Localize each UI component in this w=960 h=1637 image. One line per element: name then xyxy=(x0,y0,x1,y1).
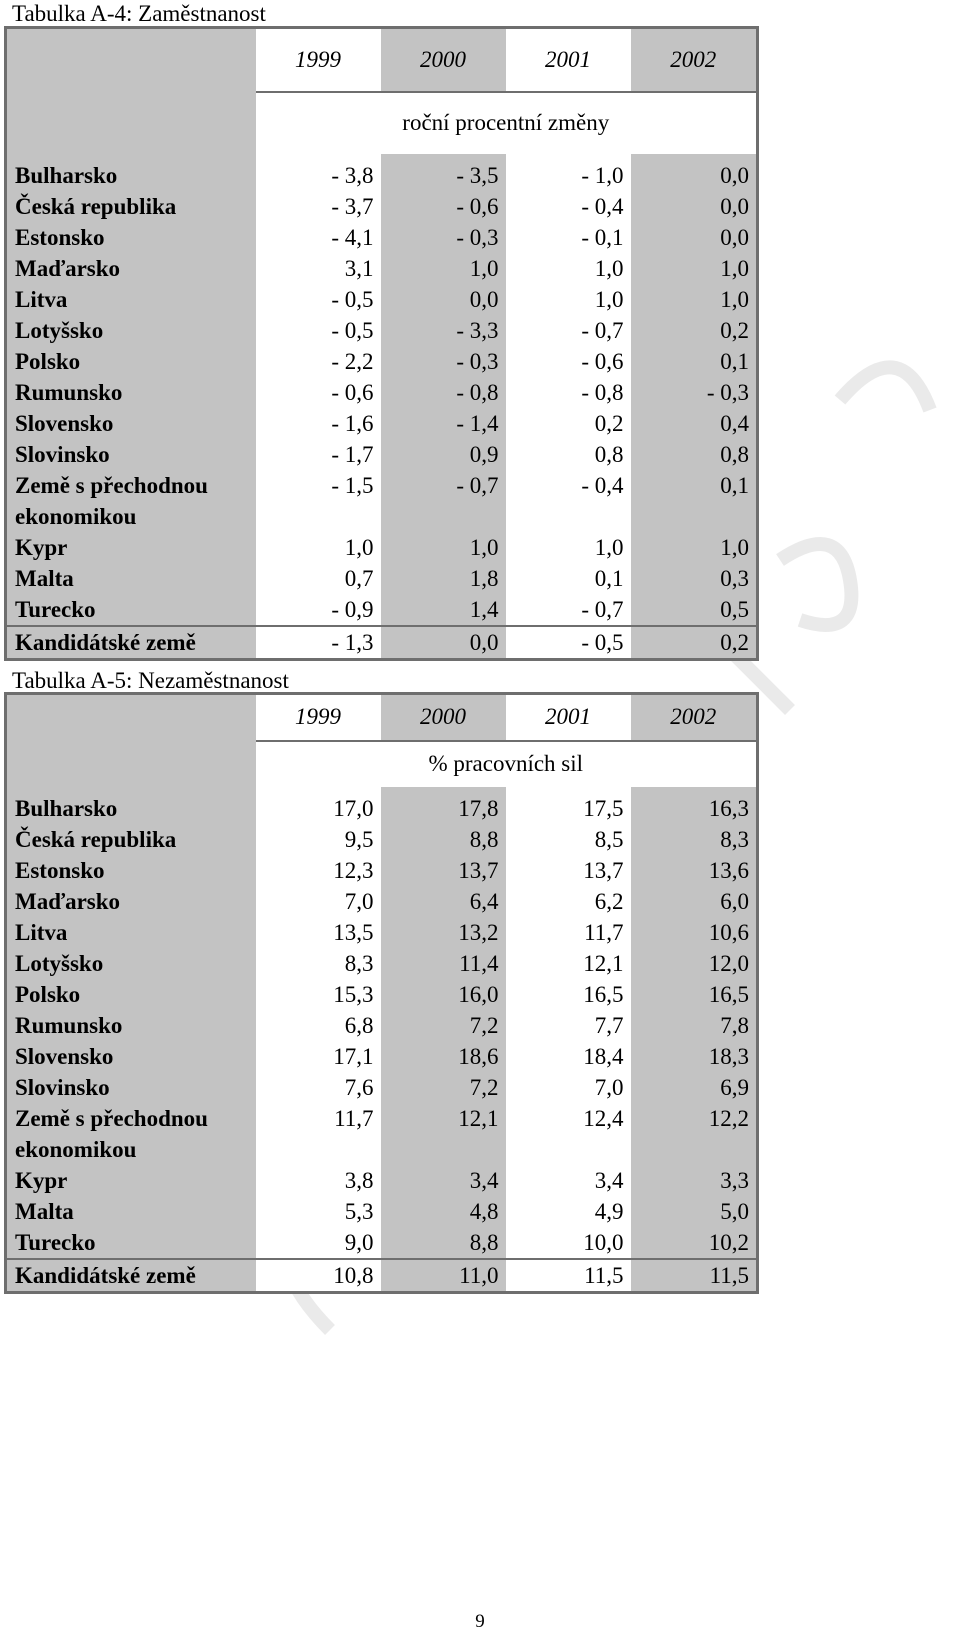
employment-rows xyxy=(6,154,758,660)
value-cell: 18,4 xyxy=(506,1041,631,1072)
value-cell: 1,0 xyxy=(381,532,506,563)
value-cell: 12,1 xyxy=(506,948,631,979)
country-name: Slovinsko xyxy=(6,1072,256,1103)
value-cell: 0,2 xyxy=(631,626,758,660)
value-cell: - 0,4 xyxy=(506,470,631,532)
value-cell: 8,8 xyxy=(381,824,506,855)
country-name: Rumunsko xyxy=(6,377,256,408)
unit-row xyxy=(6,92,758,154)
year-header: 2000 xyxy=(381,28,506,92)
value-cell: 13,7 xyxy=(381,855,506,886)
value-cell: - 0,8 xyxy=(506,377,631,408)
value-cell: 5,3 xyxy=(256,1196,381,1227)
value-cell: 7,6 xyxy=(256,1072,381,1103)
value-cell: 0,9 xyxy=(381,439,506,470)
value-cell: 0,0 xyxy=(631,191,758,222)
value-cell: 0,8 xyxy=(506,439,631,470)
value-cell: - 0,6 xyxy=(256,377,381,408)
value-cell: 11,4 xyxy=(381,948,506,979)
table-a4-caption: Tabulka A-4: Zaměstnanost xyxy=(12,1,266,26)
value-cell: - 0,6 xyxy=(506,346,631,377)
value-cell: 1,0 xyxy=(256,532,381,563)
value-cell: 6,2 xyxy=(506,886,631,917)
table-row xyxy=(6,855,758,886)
value-cell: 13,6 xyxy=(631,855,758,886)
unemployment-table xyxy=(4,692,759,1294)
value-cell: 10,0 xyxy=(506,1227,631,1259)
unit-label: % pracovních sil xyxy=(256,741,758,787)
table-row xyxy=(6,917,758,948)
table-row xyxy=(6,1196,758,1227)
value-cell: - 0,7 xyxy=(506,594,631,626)
value-cell: 11,7 xyxy=(506,917,631,948)
value-cell: 10,2 xyxy=(631,1227,758,1259)
value-cell: 6,4 xyxy=(381,886,506,917)
value-cell: 0,0 xyxy=(381,284,506,315)
value-cell: 3,4 xyxy=(506,1165,631,1196)
value-cell: 17,5 xyxy=(506,787,631,824)
table-row xyxy=(6,626,758,660)
country-name: Kypr xyxy=(6,532,256,563)
value-cell: 0,5 xyxy=(631,594,758,626)
value-cell: 12,2 xyxy=(631,1103,758,1165)
country-name: Lotyšsko xyxy=(6,315,256,346)
country-name: Slovensko xyxy=(6,408,256,439)
value-cell: 6,8 xyxy=(256,1010,381,1041)
value-cell: - 0,9 xyxy=(256,594,381,626)
table-row xyxy=(6,253,758,284)
value-cell: 5,0 xyxy=(631,1196,758,1227)
country-name: Bulharsko xyxy=(6,787,256,824)
table-row xyxy=(6,1259,758,1293)
value-cell: - 0,4 xyxy=(506,191,631,222)
value-cell: 16,5 xyxy=(631,979,758,1010)
unemployment-rows xyxy=(6,787,758,1293)
value-cell: 7,7 xyxy=(506,1010,631,1041)
table-row xyxy=(6,191,758,222)
value-cell: - 0,7 xyxy=(506,315,631,346)
value-cell: 16,5 xyxy=(506,979,631,1010)
table-row xyxy=(6,408,758,439)
value-cell: 0,0 xyxy=(631,222,758,253)
value-cell: - 0,8 xyxy=(381,377,506,408)
year-header: 2002 xyxy=(631,28,758,92)
value-cell: 0,0 xyxy=(381,626,506,660)
table-row xyxy=(6,824,758,855)
value-cell: 10,6 xyxy=(631,917,758,948)
value-cell: 11,5 xyxy=(631,1259,758,1293)
value-cell: 0,4 xyxy=(631,408,758,439)
table-row xyxy=(6,1227,758,1259)
country-name: Země s přechodnou ekonomikou xyxy=(6,1103,256,1165)
country-name: Turecko xyxy=(6,594,256,626)
year-header-row xyxy=(6,28,758,92)
table-row xyxy=(6,284,758,315)
country-name: Estonsko xyxy=(6,222,256,253)
value-cell: - 1,3 xyxy=(256,626,381,660)
unit-row xyxy=(6,741,758,787)
value-cell: 12,0 xyxy=(631,948,758,979)
employment-table xyxy=(4,26,759,661)
value-cell: 9,0 xyxy=(256,1227,381,1259)
value-cell: 8,3 xyxy=(256,948,381,979)
value-cell: 1,8 xyxy=(381,563,506,594)
value-cell: - 0,3 xyxy=(381,222,506,253)
table-row xyxy=(6,1165,758,1196)
country-name: Rumunsko xyxy=(6,1010,256,1041)
table-row xyxy=(6,222,758,253)
value-cell: 1,0 xyxy=(631,253,758,284)
value-cell: 3,1 xyxy=(256,253,381,284)
value-cell: 0,0 xyxy=(631,154,758,191)
country-name: Česká republika xyxy=(6,191,256,222)
value-cell: - 3,7 xyxy=(256,191,381,222)
value-cell: - 1,6 xyxy=(256,408,381,439)
value-cell: 13,5 xyxy=(256,917,381,948)
value-cell: - 0,5 xyxy=(506,626,631,660)
value-cell: 17,8 xyxy=(381,787,506,824)
country-name: Bulharsko xyxy=(6,154,256,191)
value-cell: - 0,3 xyxy=(381,346,506,377)
value-cell: 11,5 xyxy=(506,1259,631,1293)
value-cell: 1,0 xyxy=(506,532,631,563)
value-cell: 12,1 xyxy=(381,1103,506,1165)
year-header: 1999 xyxy=(256,694,381,741)
value-cell: - 0,7 xyxy=(381,470,506,532)
value-cell: - 2,2 xyxy=(256,346,381,377)
country-name: Země s přechodnou ekonomikou xyxy=(6,470,256,532)
country-name: Česká republika xyxy=(6,824,256,855)
table-row xyxy=(6,1041,758,1072)
value-cell: 7,2 xyxy=(381,1072,506,1103)
country-name: Slovinsko xyxy=(6,439,256,470)
value-cell: 1,0 xyxy=(506,253,631,284)
value-cell: 7,2 xyxy=(381,1010,506,1041)
value-cell: - 0,1 xyxy=(506,222,631,253)
country-name: Maďarsko xyxy=(6,253,256,284)
year-header: 1999 xyxy=(256,28,381,92)
country-name: Malta xyxy=(6,1196,256,1227)
table-row xyxy=(6,594,758,626)
country-name: Malta xyxy=(6,563,256,594)
value-cell: 3,3 xyxy=(631,1165,758,1196)
value-cell: 10,8 xyxy=(256,1259,381,1293)
value-cell: - 0,3 xyxy=(631,377,758,408)
country-name: Polsko xyxy=(6,346,256,377)
year-header: 2001 xyxy=(506,28,631,92)
table-row xyxy=(6,470,758,532)
country-name: Kypr xyxy=(6,1165,256,1196)
value-cell: 1,0 xyxy=(631,532,758,563)
table-row xyxy=(6,154,758,191)
year-header: 2002 xyxy=(631,694,758,741)
value-cell: 6,0 xyxy=(631,886,758,917)
year-header: 2000 xyxy=(381,694,506,741)
value-cell: 0,1 xyxy=(631,346,758,377)
country-name: Litva xyxy=(6,917,256,948)
value-cell: 0,3 xyxy=(631,563,758,594)
table-row xyxy=(6,979,758,1010)
value-cell: 11,0 xyxy=(381,1259,506,1293)
value-cell: 4,9 xyxy=(506,1196,631,1227)
value-cell: 15,3 xyxy=(256,979,381,1010)
value-cell: - 1,4 xyxy=(381,408,506,439)
table-row xyxy=(6,377,758,408)
value-cell: 0,2 xyxy=(631,315,758,346)
table-row xyxy=(6,315,758,346)
value-cell: - 4,1 xyxy=(256,222,381,253)
value-cell: 18,3 xyxy=(631,1041,758,1072)
value-cell: - 3,5 xyxy=(381,154,506,191)
value-cell: 1,0 xyxy=(506,284,631,315)
value-cell: 3,8 xyxy=(256,1165,381,1196)
value-cell: 0,8 xyxy=(631,439,758,470)
table-row xyxy=(6,1103,758,1165)
value-cell: 7,0 xyxy=(506,1072,631,1103)
table-row xyxy=(6,346,758,377)
value-cell: 17,1 xyxy=(256,1041,381,1072)
table-row xyxy=(6,563,758,594)
country-name: Turecko xyxy=(6,1227,256,1259)
table-row xyxy=(6,787,758,824)
value-cell: 6,9 xyxy=(631,1072,758,1103)
year-header: 2001 xyxy=(506,694,631,741)
value-cell: 18,6 xyxy=(381,1041,506,1072)
value-cell: - 0,5 xyxy=(256,315,381,346)
value-cell: 11,7 xyxy=(256,1103,381,1165)
value-cell: 1,0 xyxy=(381,253,506,284)
table-row xyxy=(6,1072,758,1103)
country-name: Estonsko xyxy=(6,855,256,886)
value-cell: 0,2 xyxy=(506,408,631,439)
value-cell: 3,4 xyxy=(381,1165,506,1196)
country-name: Slovensko xyxy=(6,1041,256,1072)
value-cell: - 0,6 xyxy=(381,191,506,222)
country-name: Kandidátské země xyxy=(6,1259,256,1293)
country-name: Litva xyxy=(6,284,256,315)
value-cell: 12,4 xyxy=(506,1103,631,1165)
unit-label: roční procentní změny xyxy=(256,92,758,154)
year-header-row xyxy=(6,694,758,741)
value-cell: - 0,5 xyxy=(256,284,381,315)
table-row xyxy=(6,1010,758,1041)
value-cell: - 3,3 xyxy=(381,315,506,346)
country-name: Polsko xyxy=(6,979,256,1010)
country-name: Maďarsko xyxy=(6,886,256,917)
table-row xyxy=(6,886,758,917)
value-cell: 8,8 xyxy=(381,1227,506,1259)
value-cell: 9,5 xyxy=(256,824,381,855)
value-cell: 13,7 xyxy=(506,855,631,886)
value-cell: 7,0 xyxy=(256,886,381,917)
value-cell: 17,0 xyxy=(256,787,381,824)
table-row xyxy=(6,532,758,563)
table-row xyxy=(6,439,758,470)
value-cell: 1,0 xyxy=(631,284,758,315)
country-name: Lotyšsko xyxy=(6,948,256,979)
value-cell: 13,2 xyxy=(381,917,506,948)
table-a5-caption: Tabulka A-5: Nezaměstnanost xyxy=(12,668,289,693)
page-number: 9 xyxy=(475,1611,485,1632)
value-cell: 16,0 xyxy=(381,979,506,1010)
value-cell: 8,5 xyxy=(506,824,631,855)
value-cell: - 1,7 xyxy=(256,439,381,470)
value-cell: 4,8 xyxy=(381,1196,506,1227)
value-cell: 0,1 xyxy=(506,563,631,594)
value-cell: 12,3 xyxy=(256,855,381,886)
value-cell: - 3,8 xyxy=(256,154,381,191)
country-name: Kandidátské země xyxy=(6,626,256,660)
value-cell: 16,3 xyxy=(631,787,758,824)
value-cell: 8,3 xyxy=(631,824,758,855)
value-cell: 1,4 xyxy=(381,594,506,626)
value-cell: - 1,5 xyxy=(256,470,381,532)
value-cell: 0,1 xyxy=(631,470,758,532)
value-cell: - 1,0 xyxy=(506,154,631,191)
value-cell: 7,8 xyxy=(631,1010,758,1041)
table-row xyxy=(6,948,758,979)
value-cell: 0,7 xyxy=(256,563,381,594)
